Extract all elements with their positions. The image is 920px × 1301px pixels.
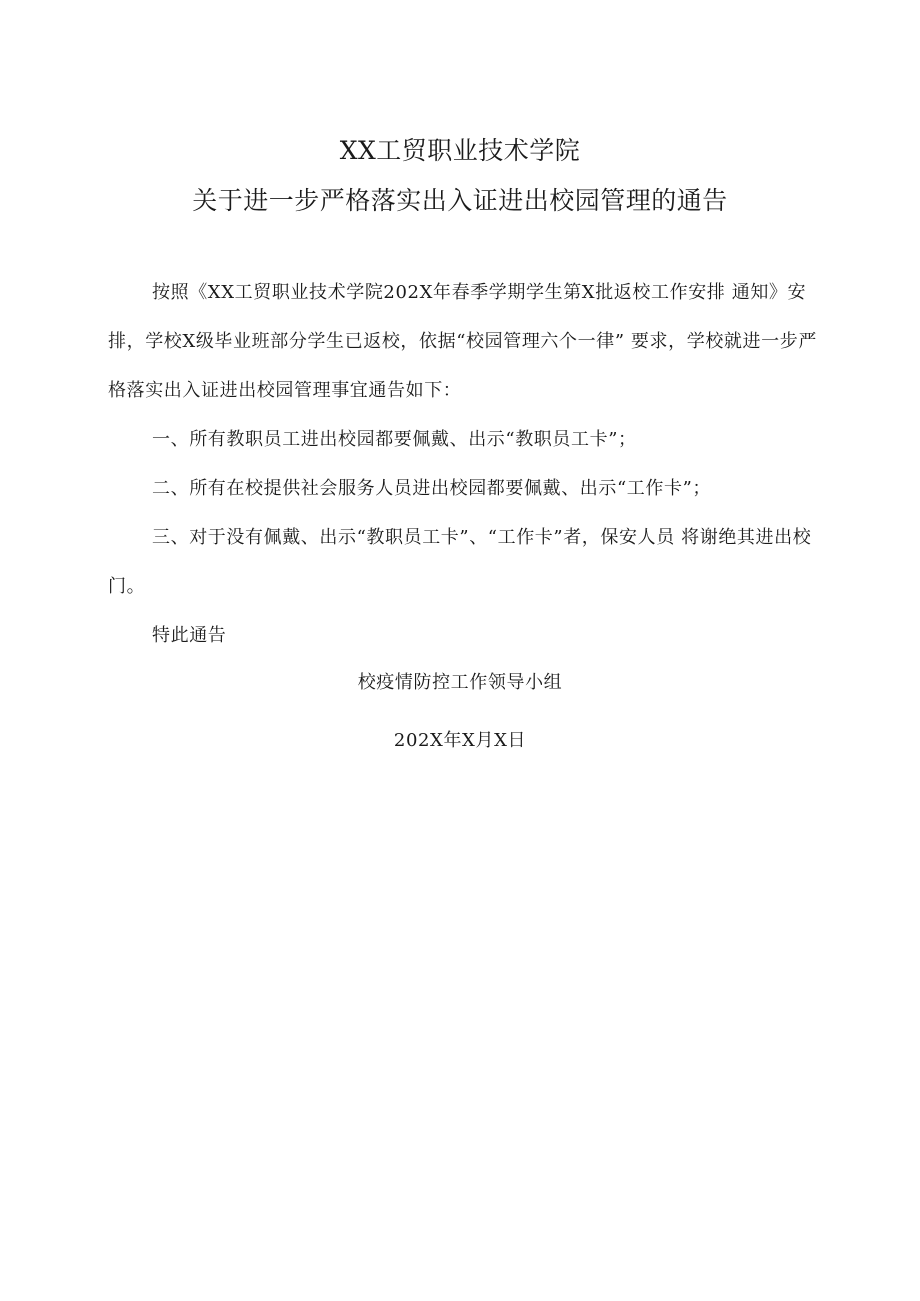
- notice-title: 关于进一步严格落实出入证进出校园管理的通告: [192, 186, 728, 215]
- rule-paragraph-1: 一、所有教职员工进出校园都要佩戴、出示“教职员工卡”；: [152, 429, 637, 450]
- signature-date: 202X年X月X日: [393, 730, 527, 751]
- closing-paragraph: 特此通告: [152, 625, 227, 646]
- school-name-title: XX工贸职业技术学院: [339, 136, 581, 165]
- rule-paragraph-2: 二、所有在校提供社会服务人员进出校园都要佩戴、出示“工作卡”；: [152, 478, 712, 499]
- rule-paragraph-3: 三、对于没有佩戴、出示“教职员工卡”、“工作卡”者，保安人员 将谢绝其进出校门。: [108, 527, 812, 597]
- intro-paragraph: 按照《XX工贸职业技术学院202X年春季学期学生第X批返校工作安排 通知》安排，学校X级毕业班部分学生已返校，依据“校园管理六个一律” 要求，学校就进一步严格落实出入证进出校园管理事宜通告如下：: [108, 282, 817, 401]
- signature-organization: 校疫情防控工作领导小组: [357, 672, 563, 693]
- notice-body: [108, 268, 818, 660]
